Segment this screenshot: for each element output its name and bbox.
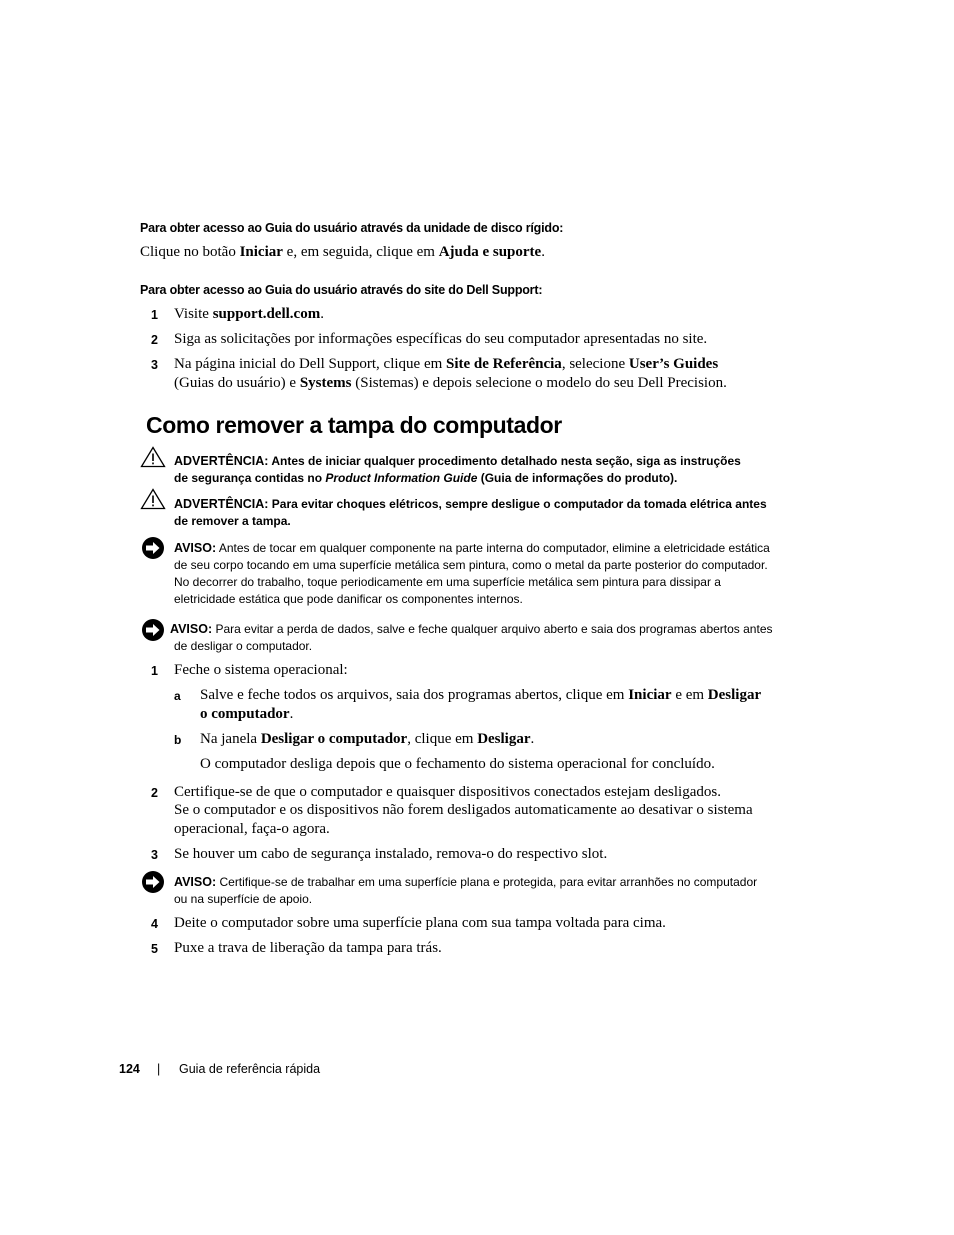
list-item-continuation: operacional, faça-o agora.	[174, 821, 330, 837]
notice-arrow-icon	[141, 536, 165, 560]
list-item-continuation: Se o computador e os dispositivos não forem desligados automaticamente ao desativar o sistema	[174, 802, 753, 818]
sublist-item: Na janela Desligar o computador, clique em Desligar.	[200, 731, 535, 747]
list-number: 2	[151, 786, 158, 800]
subheading-hard-drive: Para obter acesso ao Guia do usuário através da unidade de disco rígido:	[140, 221, 564, 235]
footer-title: Guia de referência rápida	[179, 1062, 321, 1076]
list-item: Visite support.dell.com.	[174, 306, 324, 322]
notice-arrow-icon	[141, 870, 165, 894]
notice-paragraph: AVISO: Certifique-se de trabalhar em uma superfície plana e protegida, para evitar arranhões no computador ou na superfície de apoio.	[174, 875, 758, 906]
list-number: 2	[151, 333, 158, 347]
warning-triangle-icon	[140, 488, 166, 510]
sublist-paragraph: O computador desliga depois que o fechamento do sistema operacional for concluído.	[200, 756, 715, 772]
list-item: Puxe a trava de liberação da tampa para trás.	[174, 940, 442, 956]
list-number: 5	[151, 942, 158, 956]
notice-paragraph: AVISO: Antes de tocar em qualquer componente na parte interna do computador, elimine a eletricidade estática de seu corpo tocando em uma superfície metálica sem pintura, como o metal da parte posterior do computador. No decorrer do trabalho, toque periodicamente em uma superfície metálica sem pintura para dissipar a eletricidade estática que pode danificar os componentes internos.	[174, 541, 770, 606]
list-number: 1	[151, 664, 158, 678]
warning-notice: ADVERTÊNCIA: Antes de iniciar qualquer procedimento detalhado nesta seção, siga as instruções de segurança contidas no Product Information Guide (Guia de informações do produto).	[174, 454, 741, 485]
list-item: Feche o sistema operacional:	[174, 662, 348, 678]
sublist-letter: b	[174, 733, 182, 747]
paragraph-hard-drive: Clique no botão Iniciar e, em seguida, clique em Ajuda e suporte.	[140, 244, 545, 260]
sublist-item-continuation: o computador.	[200, 706, 294, 722]
section-title: Como remover a tampa do computador	[146, 412, 562, 438]
footer-separator: |	[157, 1062, 161, 1076]
list-item: Se houver um cabo de segurança instalado, remova-o do respectivo slot.	[174, 846, 608, 862]
list-item-continuation: (Guias do usuário) e Systems (Sistemas) e depois selecione o modelo do seu Dell Precision.	[174, 375, 727, 391]
notice-paragraph: AVISO: Para evitar a perda de dados, salve e feche qualquer arquivo aberto e saia dos programas abertos antes de desligar o computador.	[170, 622, 773, 653]
list-item: Certifique-se de que o computador e quaisquer dispositivos conectados estejam desligados.	[174, 784, 721, 800]
sublist-letter: a	[174, 689, 181, 703]
warning-notice: ADVERTÊNCIA: Para evitar choques elétricos, sempre desligue o computador da tomada elétrica antes de remover a tampa.	[174, 497, 767, 528]
subheading-dell-support: Para obter acesso ao Guia do usuário através do site do Dell Support:	[140, 283, 543, 297]
list-number: 3	[151, 848, 158, 862]
list-item: Siga as solicitações por informações específicas do seu computador apresentadas no site.	[174, 331, 708, 347]
list-number: 3	[151, 358, 158, 372]
list-number: 4	[151, 917, 158, 931]
warning-triangle-icon	[140, 446, 166, 468]
notice-arrow-icon	[141, 618, 165, 642]
list-item: Na página inicial do Dell Support, clique em Site de Referência, selecione User’s Guides	[174, 356, 719, 372]
list-item: Deite o computador sobre uma superfície plana com sua tampa voltada para cima.	[174, 915, 666, 931]
sublist-item: Salve e feche todos os arquivos, saia dos programas abertos, clique em Iniciar e em Desligar	[200, 687, 762, 703]
list-number: 1	[151, 308, 158, 322]
page-number: 124	[119, 1062, 140, 1076]
